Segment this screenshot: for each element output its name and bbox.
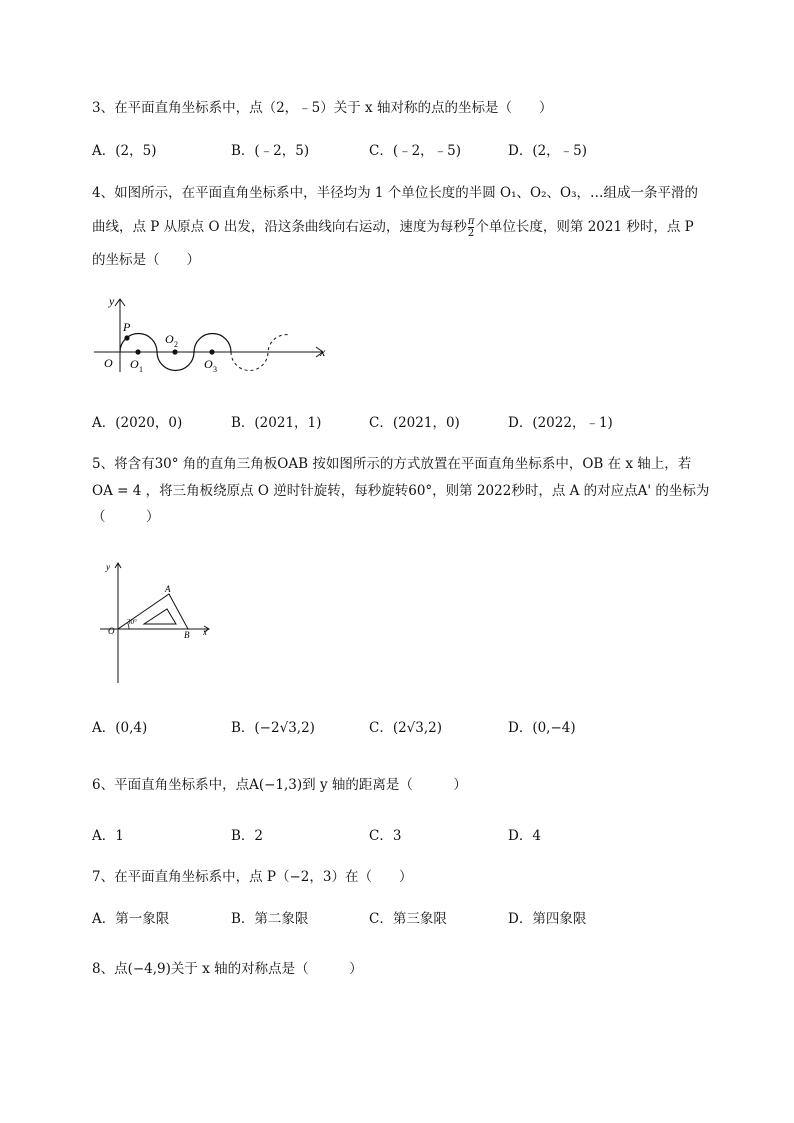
o1-subscript: 1 <box>139 365 143 374</box>
o2-subscript: 2 <box>174 340 178 349</box>
q4-stem-line3: 的坐标是（ ） <box>92 252 200 268</box>
q3-option-b: B．(﹣2，5) <box>231 143 310 159</box>
fraction-numerator: π <box>467 216 475 227</box>
q8-stem: 8、点(−4,9)关于 x 轴的对称点是（ ） <box>92 961 363 977</box>
q5-stem-line3: （ ） <box>92 509 160 525</box>
q6-option-a: A．1 <box>92 828 124 844</box>
o3-label: O <box>204 357 213 371</box>
q4-stem-line1: 4、如图所示，在平面直角坐标系中，半径均为 1 个单位长度的半圆 O₁、O₂、O₃，…组成一条平滑的 <box>92 185 698 201</box>
q5-stem-line2: OA = 4 ，将三角板绕原点 O 逆时针旋转，每秒旋转60°，则第 2022秒时，点 A 的对应点A' 的坐标为 <box>92 483 710 499</box>
q5-option-a: A．(0,4) <box>92 720 148 736</box>
q7-option-c: C．第三象限 <box>369 911 447 927</box>
o1-label: O <box>130 357 139 371</box>
q4-option-c: C．(2021，0) <box>369 415 460 431</box>
point-a-label: A <box>165 584 171 594</box>
point-p-label: P <box>123 320 131 334</box>
q7-option-d: D．第四象限 <box>508 911 587 927</box>
q6-option-d: D．4 <box>508 828 541 844</box>
o3-subscript: 3 <box>213 365 217 374</box>
y-axis-label: y <box>109 294 115 308</box>
q7-option-a: A．第一象限 <box>92 911 170 927</box>
o2-label: O <box>165 332 174 346</box>
q6-option-c: C．3 <box>369 828 402 844</box>
point-o1-dot <box>135 349 140 354</box>
q6-stem: 6、平面直角坐标系中，点A(−1,3)到 y 轴的距离是（ ） <box>92 777 467 793</box>
q3-option-a: A．(2，5) <box>92 143 157 159</box>
q5-option-c: C．(2√3,2) <box>369 720 443 736</box>
q5-triangle-figure <box>96 558 218 688</box>
q4-stem-line2-b: 个单位长度，则第 2021 秒时，点 P <box>475 219 694 235</box>
point-o2-dot <box>172 349 177 354</box>
point-b-label: B <box>184 630 190 640</box>
point-p-dot <box>124 335 129 340</box>
q5-option-b: B．(−2√3,2) <box>231 720 315 736</box>
y-axis-label: y <box>106 562 110 572</box>
pi-over-2-fraction <box>468 216 475 239</box>
q4-semicircle-figure <box>90 290 340 380</box>
q7-stem: 7、在平面直角坐标系中，点 P（−2，3）在（ ） <box>92 869 413 885</box>
point-o3-dot <box>209 349 214 354</box>
q3-option-d: D．(2，﹣5) <box>508 143 588 159</box>
fraction-denominator: 2 <box>467 228 475 239</box>
q5-stem-line1: 5、将含有30° 角的直角三角板OAB 按如图所示的方式放置在平面直角坐标系中，OB 在 x 轴上，若 <box>92 456 692 472</box>
triangle-inner-cutout <box>144 609 176 624</box>
q4-option-a: A．(2020，0) <box>92 415 183 431</box>
angle-label: 30° <box>127 618 137 626</box>
q4-option-d: D．(2022，﹣1) <box>508 415 613 431</box>
q4-stem-line2 <box>92 216 694 239</box>
q4-stem-line2-a: 曲线，点 P 从原点 O 出发，沿这条曲线向右运动，速度为每秒 <box>92 219 467 235</box>
q6-option-b: B．2 <box>231 828 264 844</box>
q3-stem: 3、在平面直角坐标系中，点（2，﹣5）关于 x 轴对称的点的坐标是（ ） <box>92 100 553 116</box>
origin-label: O <box>108 626 115 636</box>
q3-option-c: C．(﹣2，﹣5) <box>369 143 462 159</box>
origin-label: O <box>104 356 113 370</box>
q5-option-d: D．(0,−4) <box>508 720 576 736</box>
q7-option-b: B．第二象限 <box>231 911 309 927</box>
x-axis-label: x <box>203 627 207 637</box>
dashed-semicircle-curve <box>231 335 290 371</box>
q4-option-b: B．(2021，1) <box>231 415 322 431</box>
x-axis-label: x <box>320 345 326 359</box>
